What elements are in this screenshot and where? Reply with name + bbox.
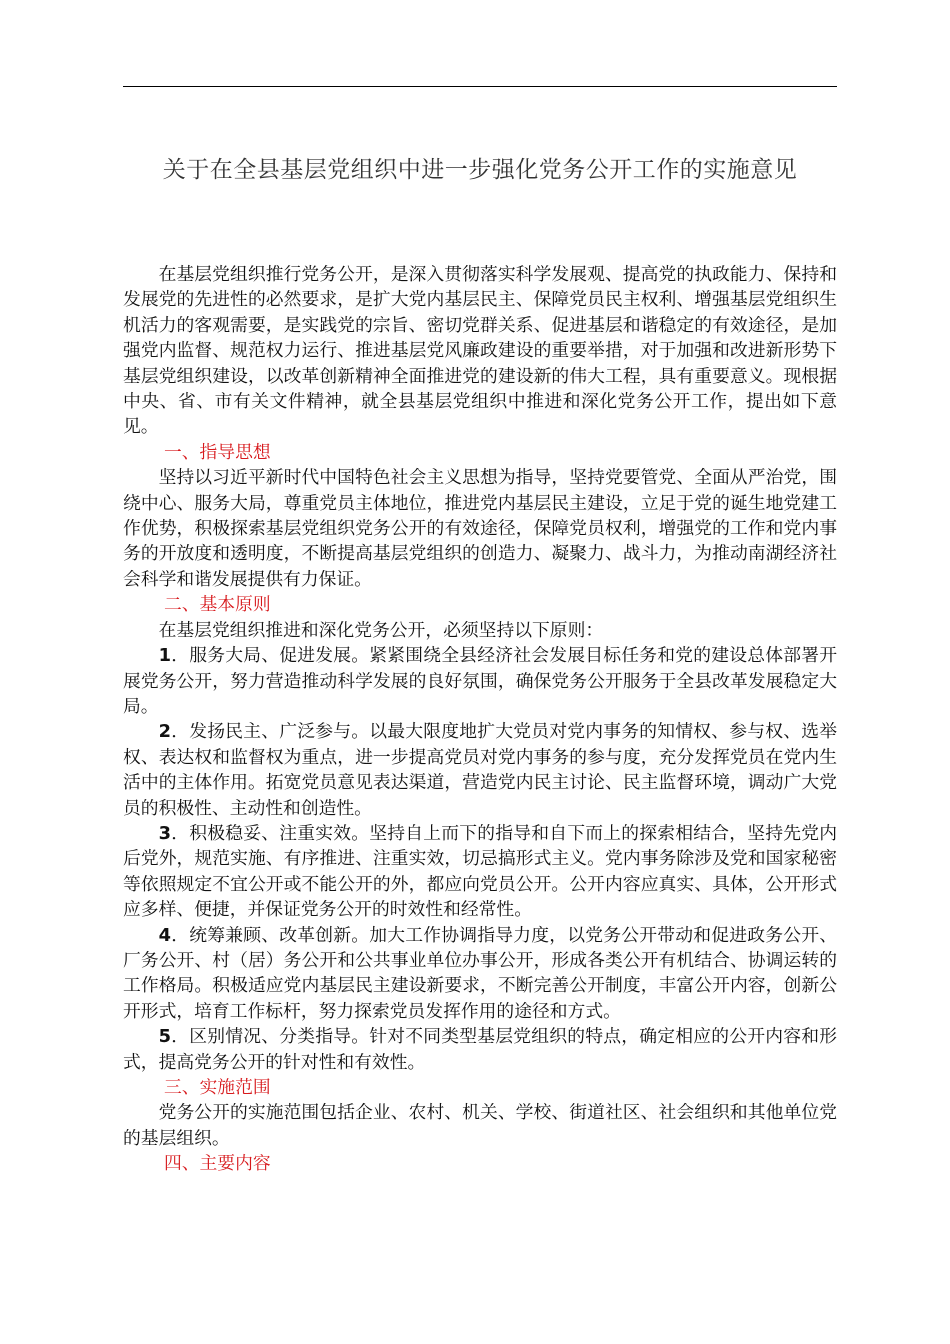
guiding-thought-paragraph: 坚持以习近平新时代中国特色社会主义思想为指导，坚持党要管党、全面从严治党，围绕中心、服务大局，尊重党员主体地位，推进党内基层民主建设，立足于党的诞生地党建工作优势，积极探索基层党组织党务公开的有效途径，保障党员权利，增强党的工作和党内事务的开放度和透明度，不断提高基层党组织的创造力、凝聚力、战斗力，为推动南湖经济社会科学和谐发展提供有力保证。 [123,467,837,590]
section-heading-basic-principles: 二、基本原则 [163,594,271,616]
principle-number: 3 [158,822,171,844]
principle-number: 5 [158,1026,171,1048]
principle-number: 1 [158,645,171,667]
intro-paragraph: 在基层党组织推行党务公开，是深入贯彻落实科学发展观、提高党的执政能力、保持和发展党的先进性的必然要求，是扩大党内基层民主、保障党员民主权利、增强基层党组织生机活力的客观需要，是实践党的宗旨、密切党群关系、促进基层和谐稳定的有效途径，是加强党内监督、规范权力运行、推进基层党风廉政建设的重要举措，对于加强和改进新形势下基层党组织建设，以改革创新精神全面推进党的建设新的伟大工程，具有重要意义。现根据中央、省、市有关文件精神，就全县基层党组织中推进和深化党务公开工作，提出如下意见。 [123,264,837,438]
principle-item [123,643,837,719]
principle-number: 2 [158,721,171,743]
document-body [123,262,837,1177]
principle-text: ．发扬民主、广泛参与。以最大限度地扩大党员对党内事务的知情权、参与权、选举权、表达权和监督权为重点，进一步提高党员对党内事务的参与度，充分发挥党员在党内生活中的主体作用。拓宽党员意见表达渠道，营造党内民主讨论、民主监督环境，调动广大党员的积极性、主动性和创造性。 [123,721,837,819]
section-heading-main-content: 四、主要内容 [163,1153,271,1175]
principle-text: ．积极稳妥、注重实效。坚持自上而下的指导和自下而上的探索相结合，坚持先党内后党外，规范实施、有序推进、注重实效，切忌搞形式主义。党内事务除涉及党和国家秘密等依照规定不宜公开或不能公开的外，都应向党员公开。公开内容应真实、具体，公开形式应多样、便捷，并保证党务公开的时效性和经常性。 [123,822,837,921]
principle-item [123,923,837,1025]
header-rule [123,86,837,87]
section-heading-guiding-thought: 一、指导思想 [163,441,271,463]
principle-text: ．服务大局、促进发展。紧紧围绕全县经济社会发展目标任务和党的建设总体部署开展党务公开，努力营造推动科学发展的良好氛围，确保党务公开服务于全县改革发展稳定大局。 [123,645,837,717]
principle-text: ．区别情况、分类指导。针对不同类型基层党组织的特点，确定相应的公开内容和形式，提高党务公开的针对性和有效性。 [123,1026,837,1073]
scope-paragraph: 党务公开的实施范围包括企业、农村、机关、学校、街道社区、社会组织和其他单位党的基层组织。 [123,1102,837,1149]
principles-lead-paragraph: 在基层党组织推进和深化党务公开，必须坚持以下原则： [158,619,604,641]
document-title: 关于在全县基层党组织中进一步强化党务公开工作的实施意见 [162,157,798,183]
principle-item [123,1024,837,1075]
section-heading-scope: 三、实施范围 [163,1077,271,1098]
principle-number: 4 [158,924,171,946]
principle-item [123,821,837,923]
principle-text: ．统筹兼顾、改革创新。加大工作协调指导力度，以党务公开带动和促进政务公开、厂务公开、村（居）务公开和公共事业单位办事公开，形成各类公开有机结合、协调运转的工作格局。积极适应党内基层民主建设新要求，不断完善公开制度，丰富公开内容，创新公开形式，培育工作标杆，努力探索党员发挥作用的途径和方式。 [123,924,837,1022]
principle-item [123,719,837,821]
